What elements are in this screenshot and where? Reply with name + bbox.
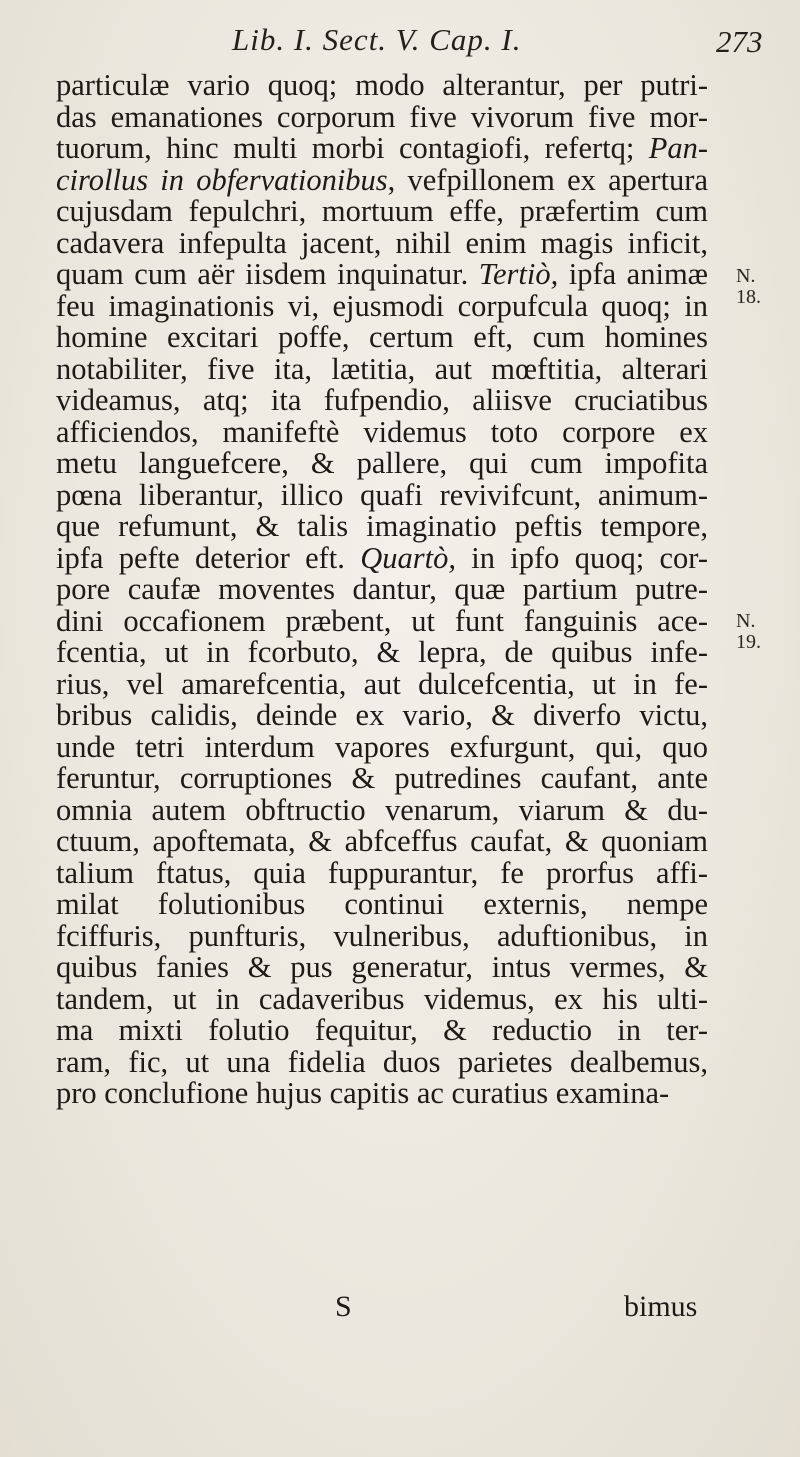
roman-text: cadavera infepulta jacent, nihil enim magis inficit, <box>56 225 708 260</box>
roman-text: ram, fic, ut una fidelia duos parietes dealbemus, <box>56 1044 708 1079</box>
roman-text: ma mixti folutio fequitur, & reductio in ter- <box>56 1013 708 1047</box>
roman-text: dini occafionem præbent, ut funt fanguinis ace- <box>56 603 708 638</box>
text-line <box>56 511 708 543</box>
running-head: Lib. I. Sect. V. Cap. I. <box>232 22 522 57</box>
text-line <box>56 540 708 575</box>
margin-note-label: N. <box>736 610 756 632</box>
roman-text: milat folutionibus continui externis, nempe <box>56 887 708 921</box>
text-line <box>56 162 708 197</box>
text-line <box>56 477 708 512</box>
roman-text: pœna liberantur, illico quafi revivifcunt, animum- <box>56 477 708 512</box>
roman-text: cujusdam fepulchri, mortuum effe, præfertim cum <box>56 194 708 228</box>
italic-text: Tertiò, <box>478 257 559 291</box>
text-line <box>56 889 708 921</box>
text-line <box>56 763 708 795</box>
roman-text: quibus fanies & pus generatur, intus vermes, & <box>56 950 708 984</box>
roman-text: feruntur, corruptiones & putredines caufant, ante <box>56 761 708 795</box>
roman-text: bribus calidis, deinde ex vario, & diverfo victu, <box>56 698 708 732</box>
roman-text: quam cum aër iisdem inquinatur. <box>56 257 479 291</box>
roman-text: videamus, atq; ita fufpendio, aliisve cruciatibus <box>56 383 708 417</box>
text-line <box>56 792 708 827</box>
italic-text: cirollus in obfervationibus <box>56 162 388 197</box>
margin-note-label: N. <box>736 265 756 287</box>
roman-text: talium ftatus, quia fuppurantur, fe prorfus affi- <box>56 855 708 890</box>
text-line <box>56 666 708 701</box>
text-line <box>56 70 708 102</box>
signature-mark: S <box>335 1290 352 1323</box>
text-line <box>56 196 708 228</box>
roman-text: in ipfo quoq; cor- <box>455 540 708 575</box>
text-line <box>56 855 708 890</box>
text-line <box>56 826 708 858</box>
roman-text: ipfa animæ <box>558 257 709 291</box>
roman-text: tandem, ut in cadaveribus videmus, ex his ulti- <box>56 981 708 1016</box>
text-line <box>56 574 708 606</box>
roman-text: , vefpillonem ex apertura <box>387 162 708 197</box>
catchword: bimus <box>624 1290 698 1323</box>
roman-text: ipfa pefte deterior eft. <box>56 540 361 575</box>
text-line <box>56 448 708 480</box>
text-line <box>56 1044 708 1079</box>
text-line <box>56 981 708 1016</box>
page-number: 273 <box>716 24 763 59</box>
margin-note-number: 18. <box>736 286 761 308</box>
roman-text: fciffuris, punfturis, vulneribus, aduftionibus, in <box>56 918 708 953</box>
roman-text: pro conclufione hujus capitis ac curatius examina- <box>56 1076 670 1110</box>
text-line <box>56 133 708 165</box>
roman-text: omnia autem obftructio venarum, viarum & du- <box>56 792 708 827</box>
text-line <box>56 637 708 669</box>
text-line <box>56 259 708 291</box>
text-line <box>56 385 708 417</box>
roman-text: rius, vel amarefcentia, aut dulcefcentia, ut in fe- <box>56 666 708 701</box>
text-line <box>56 700 708 732</box>
roman-text: afficiendos, manifeftè videmus toto corpore ex <box>56 414 708 449</box>
roman-text: ctuum, apoftemata, & abfceffus caufat, & quoniam <box>56 824 708 858</box>
text-line <box>56 225 708 260</box>
text-line <box>56 351 708 386</box>
italic-text: Pan- <box>648 131 708 165</box>
margin-note-18 <box>736 266 788 308</box>
text-line <box>56 414 708 449</box>
text-line <box>56 99 708 134</box>
roman-text: fcentia, ut in fcorbuto, & lepra, de quibus infe- <box>56 635 708 669</box>
text-line <box>56 952 708 984</box>
roman-text: feu imaginationis vi, ejusmodi corpufcula quoq; in <box>56 288 708 323</box>
roman-text: pore caufæ moventes dantur, quæ partium putre- <box>56 572 708 606</box>
page-header <box>0 18 800 70</box>
roman-text: notabiliter, five ita, lætitia, aut mœftitia, alterari <box>56 351 708 386</box>
italic-text: Quartò, <box>360 540 456 575</box>
margin-note-number: 19. <box>736 631 761 653</box>
roman-text: que refumunt, & talis imaginatio peftis tempore, <box>56 509 708 543</box>
roman-text: das emanationes corporum five vivorum five mor- <box>56 99 708 134</box>
text-line <box>56 322 708 354</box>
text-line <box>56 918 708 953</box>
roman-text: unde tetri interdum vapores exfurgunt, qui, quo <box>56 729 708 764</box>
margin-note-19 <box>736 611 788 653</box>
text-line <box>56 729 708 764</box>
roman-text: metu languefcere, & pallere, qui cum impofita <box>56 446 708 480</box>
text-line <box>56 288 708 323</box>
roman-text: homine excitari poffe, certum eft, cum homines <box>56 320 708 354</box>
body-text <box>56 70 708 1110</box>
roman-text: particulæ vario quoq; modo alterantur, per putri- <box>56 68 708 102</box>
page-footer <box>0 1290 800 1330</box>
text-line <box>56 603 708 638</box>
text-line <box>56 1015 708 1047</box>
roman-text: tuorum, hinc multi morbi contagiofi, refertq; <box>56 131 649 165</box>
text-line <box>56 1078 708 1110</box>
